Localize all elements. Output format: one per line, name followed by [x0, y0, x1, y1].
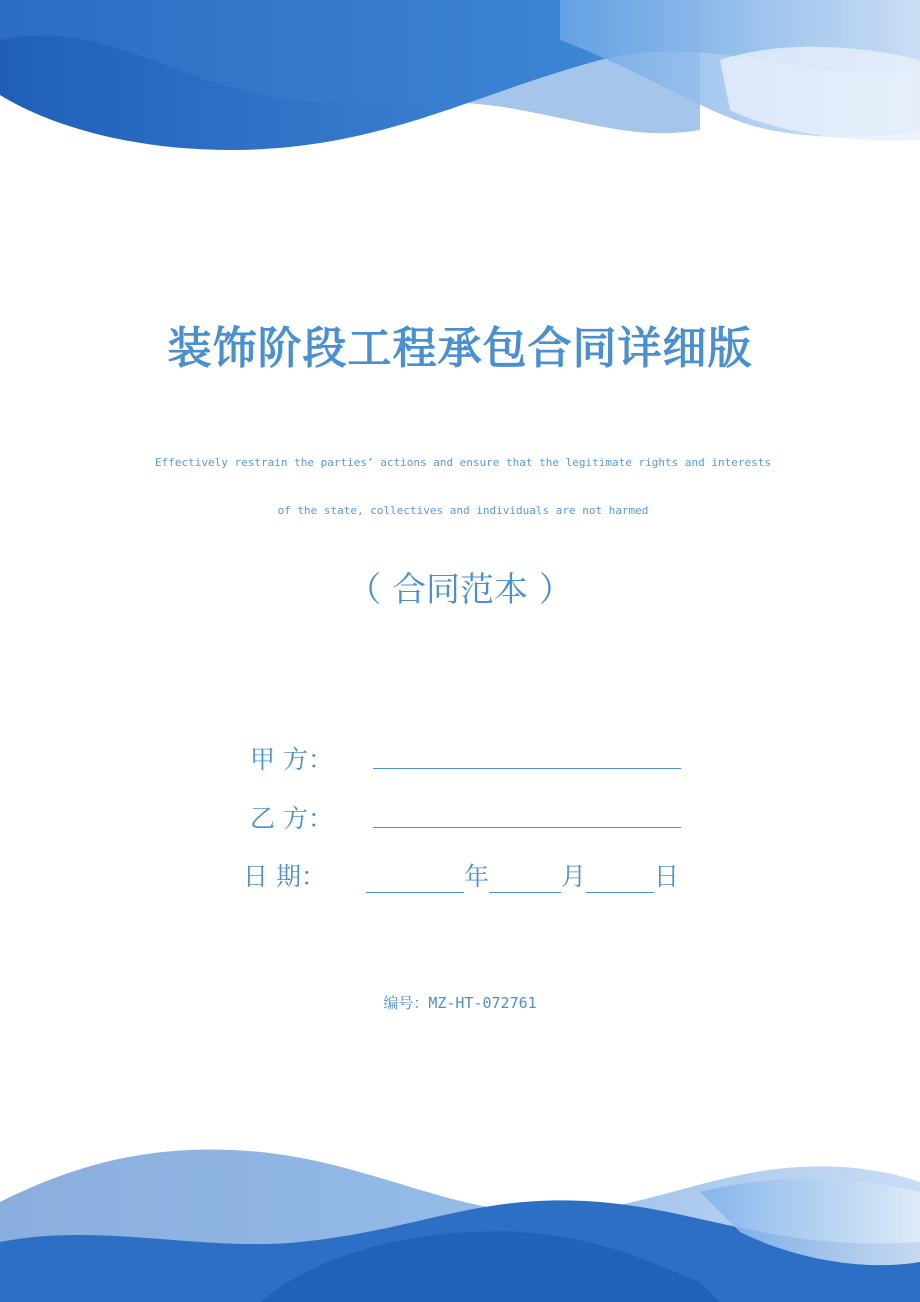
english-subtitle-line-2: of the state, collectives and individuals are not harmed: [277, 504, 649, 517]
day-blank-line: [586, 866, 654, 893]
year-char: 年: [464, 862, 490, 891]
day-char: 日: [654, 862, 680, 891]
party-a-blank-line: [373, 768, 681, 769]
document-title: 装饰阶段工程承包合同详细版: [167, 323, 753, 374]
party-a-label: 甲 方：: [250, 745, 333, 774]
document-number: 编号：MZ-HT-072761: [383, 994, 537, 1012]
party-b-label: 乙 方：: [250, 804, 333, 833]
english-subtitle-line-1: Effectively restrain the parties’ actions and ensure that the legitimate rights and interests: [155, 456, 771, 469]
month-blank-line: [489, 866, 561, 893]
bottom-wave-decoration: [0, 1132, 920, 1302]
top-wave-decoration: [0, 0, 920, 170]
document-type-label: （ 合同范本 ）: [347, 570, 573, 610]
year-blank-line: [366, 866, 464, 893]
date-label: 日 期：: [243, 862, 326, 891]
month-char: 月: [561, 862, 587, 891]
party-b-blank-line: [373, 827, 681, 828]
date-fields: [366, 857, 679, 893]
